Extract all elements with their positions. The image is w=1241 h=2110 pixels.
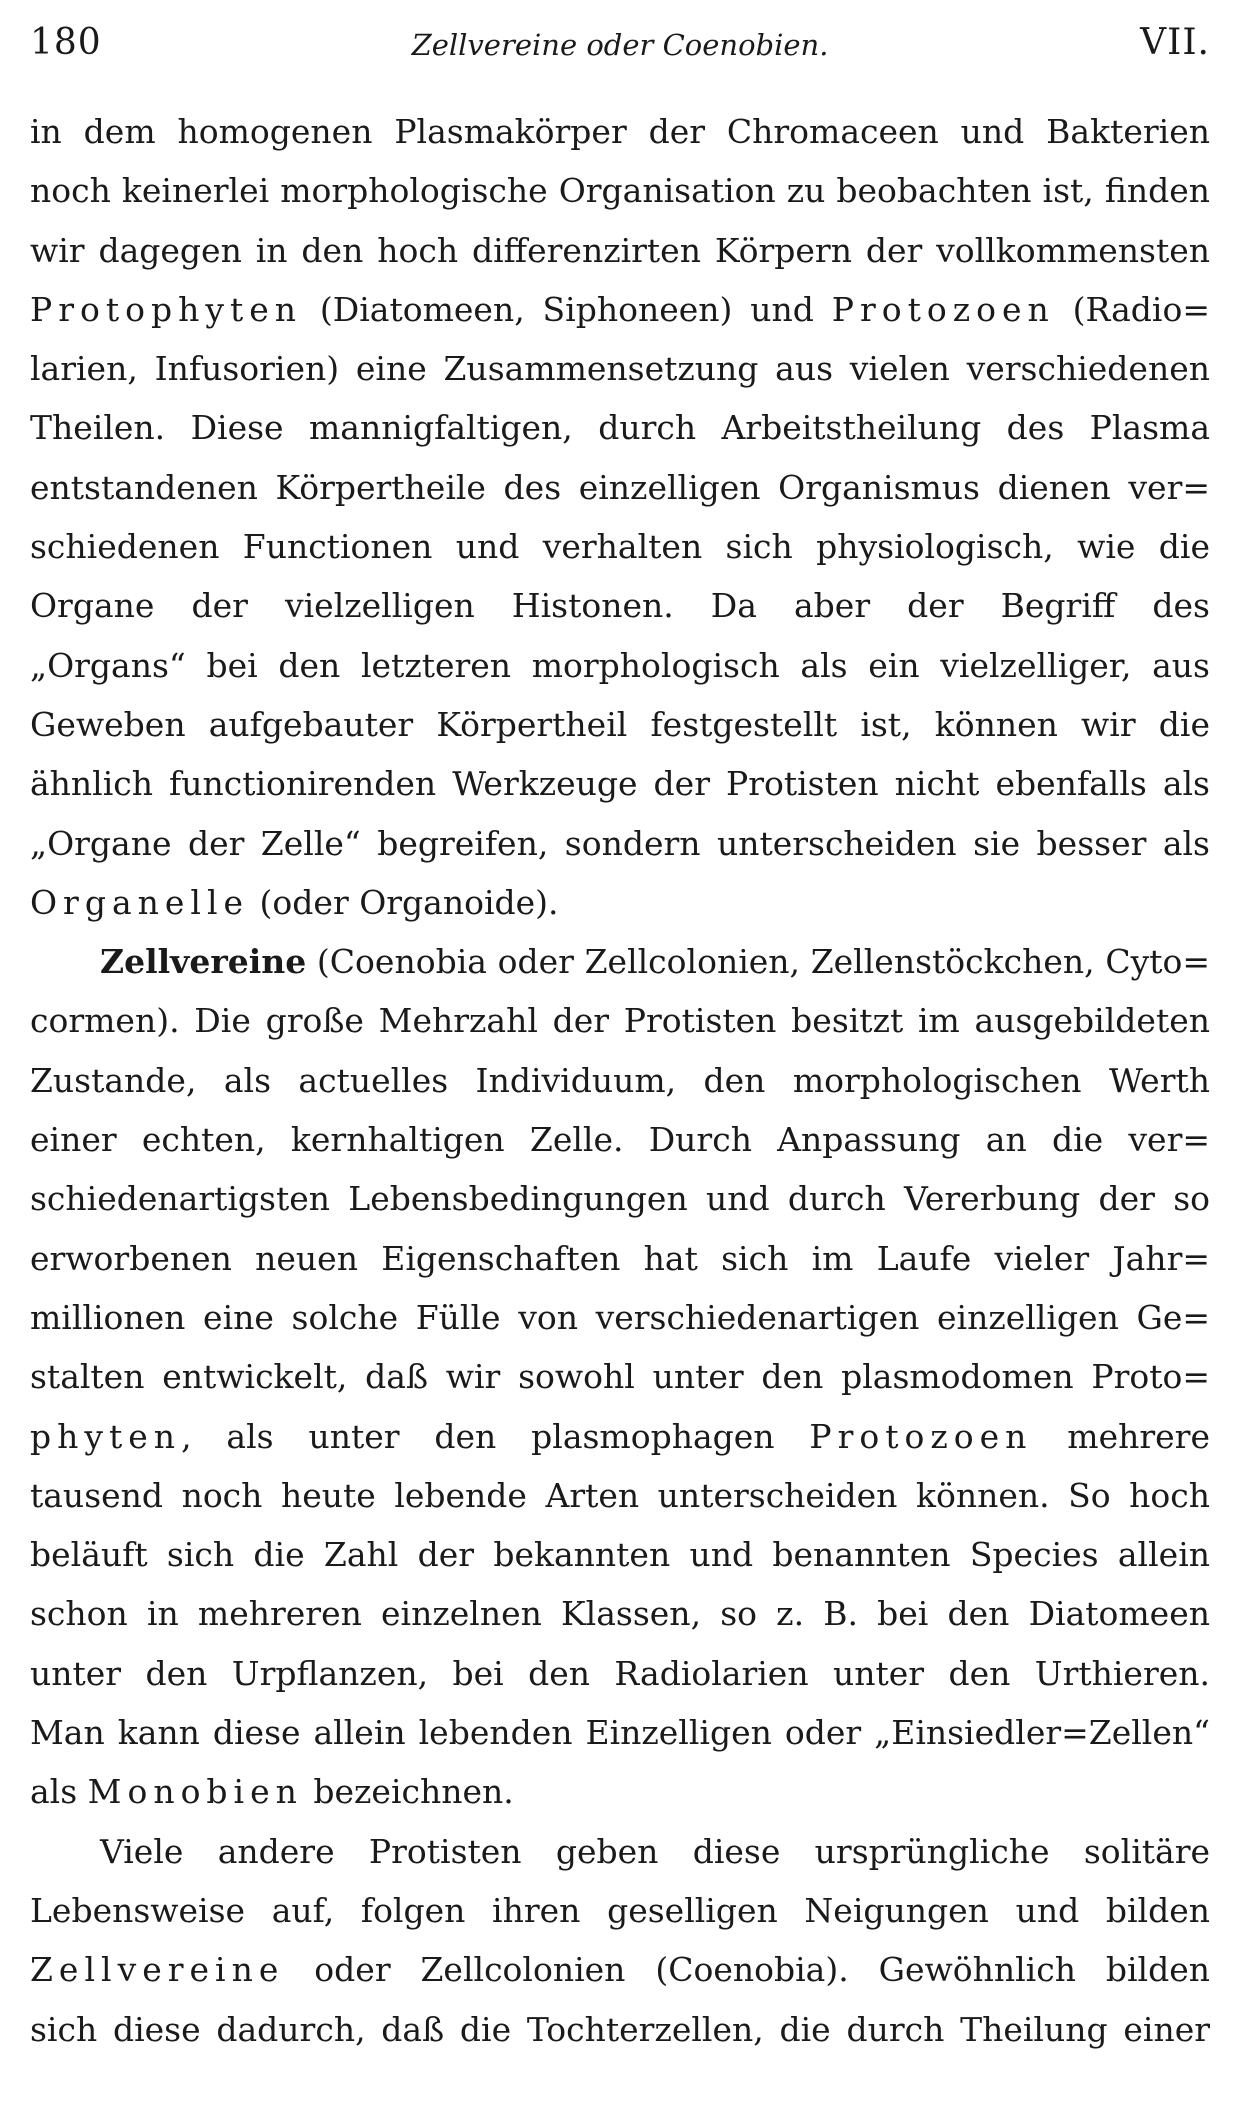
text-line: Theilen. Diese mannigfaltigen, durch Arbeitstheilung des Plasma: [30, 408, 1210, 448]
spaced-term: Protozoen: [831, 289, 1055, 329]
text-line: Zustande, als actuelles Individuum, den morphologischen Werth: [30, 1060, 1210, 1100]
text-line: sich diese dadurch, daß die Tochterzellen, die durch Theilung einer: [30, 2009, 1210, 2049]
text-line: erworbenen neuen Eigenschaften hat sich im Laufe vieler Jahr=: [30, 1238, 1210, 1278]
text-line: Geweben aufgebauter Körpertheil festgestellt ist, können wir die: [30, 704, 1210, 744]
text-line: [30, 873, 1210, 932]
text-run: (oder Organoide).: [249, 882, 559, 922]
running-title: Zellvereine oder Coenobien.: [411, 28, 829, 62]
text-run: (Coenobia oder Zellcolonien, Zellenstöckchen, Cyto=: [306, 942, 1210, 982]
text-run: oder Zellcolonien (Coenobia). Gewöhnlich bilden: [284, 1950, 1210, 1990]
text-line: [30, 1407, 1210, 1466]
text-line: schiedenartigsten Lebensbedingungen und durch Vererbung der so: [30, 1179, 1210, 1219]
text-line: entstandenen Körpertheile des einzelligen Organismus dienen ver=: [30, 467, 1210, 507]
text-run: mehrere: [1032, 1416, 1210, 1456]
text-line: noch keinerlei morphologische Organisation zu beobachten ist, finden: [30, 171, 1210, 211]
text-line: „Organs“ bei den letzteren morphologisch als ein vielzelliger, aus: [30, 645, 1210, 685]
text-line: tausend noch heute lebende Arten unterscheiden können. So hoch: [30, 1475, 1210, 1515]
text-line: „Organe der Zelle“ begreifen, sondern unterscheiden sie besser als: [30, 823, 1210, 863]
text-line: [30, 932, 1210, 991]
chapter-number: VII.: [1140, 22, 1210, 63]
spaced-term: Organelle: [30, 882, 250, 922]
text-line: Lebensweise auf, folgen ihren geselligen Neigungen und bilden: [30, 1890, 1210, 1930]
text-line: schiedenen Functionen und verhalten sich physiologisch, wie die: [30, 527, 1210, 567]
page-number: 180: [30, 22, 102, 63]
spaced-term: Monobien: [87, 1772, 303, 1812]
text-run: als: [30, 1772, 88, 1812]
text-line: millionen eine solche Fülle von verschiedenartigen einzelligen Ge=: [30, 1297, 1210, 1337]
text-line: [30, 1762, 1210, 1821]
text-line: stalten entwickelt, daß wir sowohl unter den plasmodomen Proto=: [30, 1357, 1210, 1397]
text-line: [30, 280, 1210, 339]
text-line: einer echten, kernhaltigen Zelle. Durch Anpassung an die ver=: [30, 1120, 1210, 1160]
text-line: unter den Urpflanzen, bei den Radiolarien unter den Urthieren.: [30, 1653, 1210, 1693]
spaced-term: phyten: [30, 1416, 182, 1456]
text-line: in dem homogenen Plasmakörper der Chromaceen und Bakterien: [30, 112, 1210, 151]
text-line: [30, 1940, 1210, 1999]
running-head: [30, 22, 1210, 72]
text-run: (Radio=: [1054, 289, 1210, 329]
text-run: bezeichnen.: [302, 1772, 514, 1812]
text-line: cormen). Die große Mehrzahl der Protisten besitzt im ausgebildeten: [30, 1001, 1210, 1041]
text-line: schon in mehreren einzelnen Klassen, so z. B. bei den Diatomeen: [30, 1594, 1210, 1634]
text-line: beläuft sich die Zahl der bekannten und benannten Species allein: [30, 1535, 1210, 1575]
spaced-term: Zellvereine: [30, 1950, 285, 1990]
spaced-term: Protozoen: [809, 1416, 1033, 1456]
text-line: ähnlich functionirenden Werkzeuge der Protisten nicht ebenfalls als: [30, 764, 1210, 804]
text-line: larien, Infusorien) eine Zusammensetzung aus vielen verschiedenen: [30, 349, 1210, 389]
text-line: wir dagegen in den hoch differenzirten Körpern der vollkommensten: [30, 230, 1210, 270]
body-text: [30, 102, 1210, 2059]
text-line: Organe der vielzelligen Histonen. Da aber der Begriff des: [30, 586, 1210, 626]
text-line: Man kann diese allein lebenden Einzelligen oder „Einsiedler=Zellen“: [30, 1713, 1210, 1753]
text-line: Viele andere Protisten geben diese ursprüngliche solitäre: [100, 1831, 1210, 1871]
text-run: (Diatomeen, Siphoneen) und: [302, 289, 832, 329]
spaced-term: Protophyten: [30, 289, 303, 329]
section-term: Zellvereine: [100, 942, 307, 982]
text-run: , als unter den plasmophagen: [181, 1416, 810, 1456]
